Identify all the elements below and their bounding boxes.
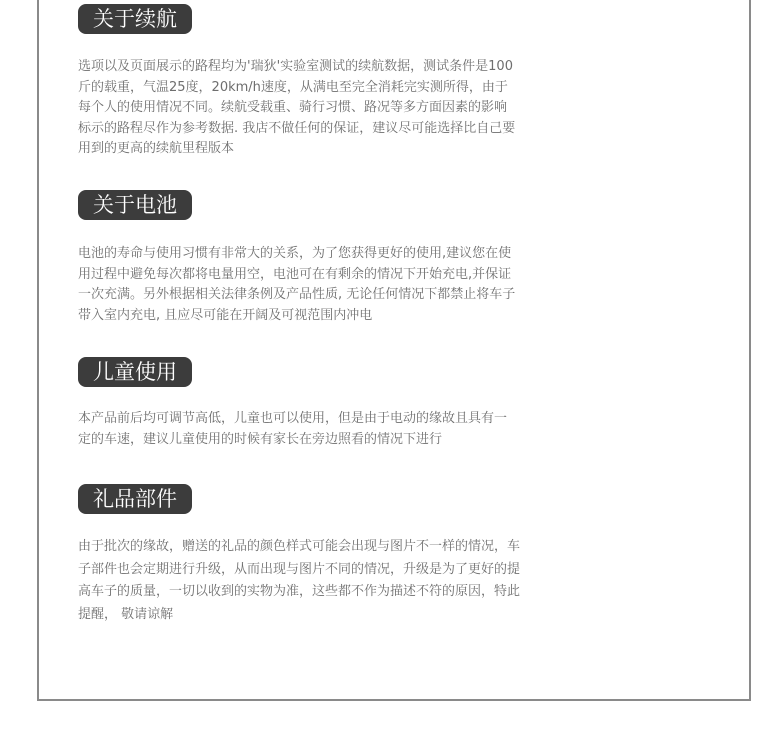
section-gift-parts [78, 484, 578, 626]
section-children-use [78, 357, 578, 450]
section-title-gift: 礼品部件 [78, 484, 192, 514]
section-body-range: 选项以及页面展示的路程均为'瑞狄'实验室测试的续航数据，测试条件是100 斤的载重，气温25度，20km/h速度，从满电至完全消耗完实测所得，由于 每个人的使用情况不同。续航受载重、骑行习惯、路况等多方面因素的影响 标示的路程尽作为参考数据. 我店不做任何的保证，建议尽可能选择比自己要 用到的更高的续航里程版本 [78, 59, 516, 156]
section-title-battery: 关于电池 [78, 190, 192, 220]
section-battery-range [78, 4, 578, 160]
section-body-battery: 电池的寿命与使用习惯有非常大的关系，为了您获得更好的使用,建议您在使 用过程中避免每次都将电量用空，电池可在有剩余的情况下开始充电,并保证 一次充满。另外根据相关法律条例及产品性质, 无论任何情况下都禁止将车子 带入室内充电, 且应尽可能在开阔及可视范围内冲电 [78, 246, 516, 323]
section-title-children: 儿童使用 [78, 357, 192, 387]
section-battery [78, 190, 578, 326]
section-title-range: 关于续航 [78, 4, 192, 34]
section-body-gift: 由于批次的缘故，赠送的礼品的颜色样式可能会出现与图片不一样的情况，车 子部件也会定期进行升级，从而出现与图片不同的情况，升级是为了更好的提 高车子的质量，一切以收到的实物为准，这些都不作为描述不符的原因，特此 提醒， 敬请谅解 [78, 539, 521, 622]
section-body-children: 本产品前后均可调节高低，儿童也可以使用，但是由于电动的缘故且具有一 定的车速，建议儿童使用的时候有家长在旁边照看的情况下进行 [78, 411, 508, 447]
